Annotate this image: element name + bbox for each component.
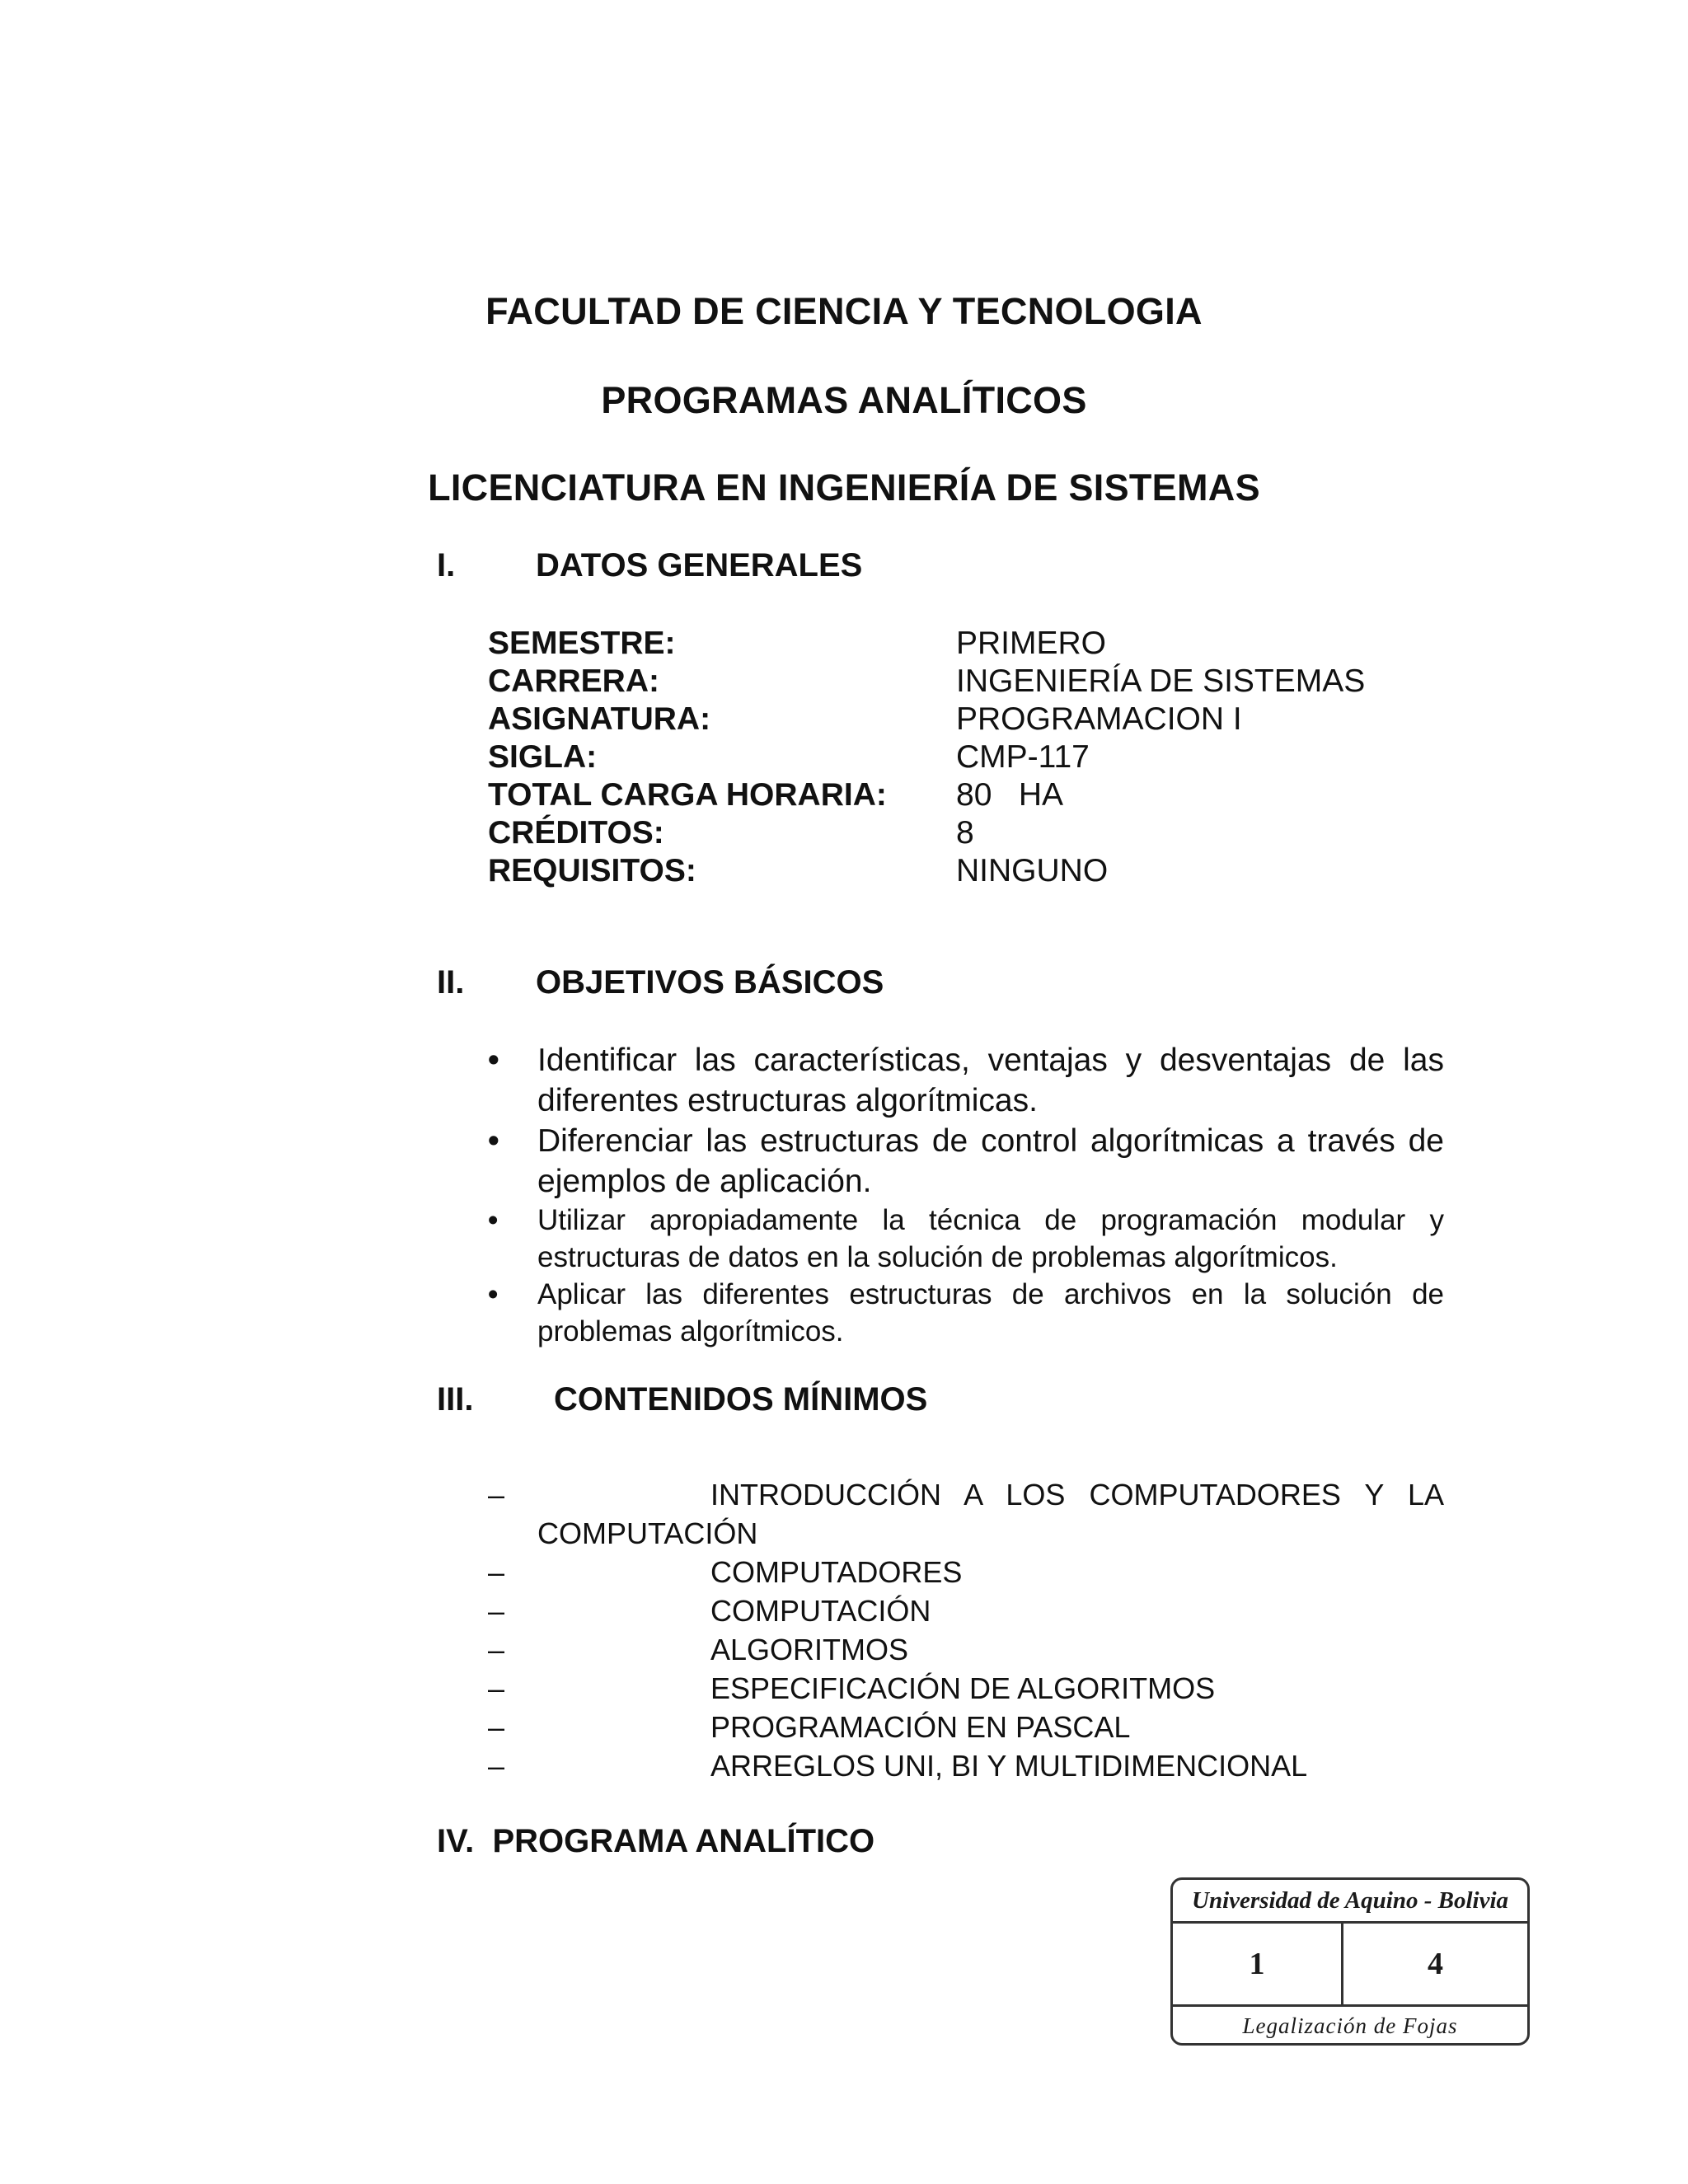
section-datos-heading: DATOS GENERALES <box>536 547 863 583</box>
datos-value: CMP-117 <box>956 739 1090 775</box>
contenidos-list <box>488 1475 1444 1785</box>
datos-label: SIGLA: <box>488 739 598 775</box>
list-item <box>488 1475 1444 1553</box>
objetivo-text: Identificar las características, ventajas y desventajas de las diferentes estructuras algorítmicas. <box>537 1043 1444 1118</box>
objetivos-list <box>488 1040 1444 1350</box>
objetivo-text: Aplicar las diferentes estructuras de archivos en la solución de problemas algorítmicos. <box>537 1278 1444 1347</box>
contenido-text: PROGRAMACIÓN EN PASCAL <box>710 1710 1131 1744</box>
contenido-text: COMPUTACIÓN <box>710 1594 931 1628</box>
contenido-text: ESPECIFICACIÓN DE ALGORITMOS <box>710 1671 1216 1705</box>
section-datos-number: I. <box>437 547 456 583</box>
datos-label: TOTAL CARGA HORARIA: <box>488 777 887 813</box>
bullet-icon: • <box>488 1043 499 1078</box>
datos-row <box>488 663 1477 701</box>
list-item <box>488 1669 1444 1708</box>
list-item <box>488 1121 1444 1202</box>
stamp-university: Universidad de Aquino - Bolivia <box>1173 1880 1527 1924</box>
objetivo-text: Utilizar apropiadamente la técnica de programación modular y estructuras de datos en la solución de problemas algorítmicos. <box>537 1204 1444 1273</box>
legalization-stamp <box>1170 1877 1530 2046</box>
list-item <box>488 1630 1444 1669</box>
datos-row <box>488 738 1477 776</box>
list-item <box>488 1591 1444 1630</box>
dash-marker: – <box>488 1555 505 1589</box>
datos-value: PROGRAMACION I <box>956 701 1242 737</box>
degree-title: LICENCIATURA EN INGENIERÍA DE SISTEMAS <box>428 466 1260 509</box>
datos-value: NINGUNO <box>956 853 1109 888</box>
datos-value: 8 <box>956 815 974 851</box>
datos-label: SEMESTRE: <box>488 626 676 661</box>
list-item <box>488 1746 1444 1785</box>
dash-marker: – <box>488 1594 505 1628</box>
bullet-icon: • <box>488 1278 499 1310</box>
datos-value: 80 HA <box>956 777 1064 813</box>
datos-value: PRIMERO <box>956 626 1107 661</box>
datos-row <box>488 814 1477 852</box>
datos-row <box>488 701 1477 738</box>
contenido-text: INTRODUCCIÓN A LOS COMPUTADORES Y LA <box>710 1478 1444 1511</box>
list-item <box>488 1553 1444 1591</box>
datos-label: ASIGNATURA: <box>488 701 711 737</box>
section-contenidos-heading: CONTENIDOS MÍNIMOS <box>554 1381 928 1418</box>
bullet-icon: • <box>488 1123 499 1159</box>
list-item <box>488 1708 1444 1746</box>
datos-row <box>488 776 1477 814</box>
section-objetivos-number: II. <box>437 964 465 1001</box>
datos-row <box>488 852 1477 890</box>
section-programa-heading: IV. PROGRAMA ANALÍTICO <box>437 1823 875 1859</box>
stamp-page-total: 4 <box>1428 1947 1443 1981</box>
bullet-icon: • <box>488 1204 499 1236</box>
contenido-text-continued: COMPUTACIÓN <box>537 1516 758 1550</box>
datos-label: REQUISITOS: <box>488 853 696 888</box>
list-item <box>488 1040 1444 1121</box>
datos-row <box>488 625 1477 663</box>
list-item <box>488 1202 1444 1276</box>
datos-generales-table <box>488 625 1477 890</box>
section-contenidos-number: III. <box>437 1381 474 1418</box>
datos-label: CARRERA: <box>488 663 659 699</box>
stamp-caption: Legalización de Fojas <box>1173 2004 1527 2046</box>
faculty-title: FACULTAD DE CIENCIA Y TECNOLOGIA <box>485 290 1203 332</box>
datos-label: CRÉDITOS: <box>488 815 664 851</box>
dash-marker: – <box>488 1749 505 1783</box>
datos-value: INGENIERÍA DE SISTEMAS <box>956 663 1366 699</box>
dash-marker: – <box>488 1633 505 1666</box>
programs-title: PROGRAMAS ANALÍTICOS <box>601 379 1087 421</box>
contenido-text: ARREGLOS UNI, BI Y MULTIDIMENCIONAL <box>710 1749 1308 1783</box>
dash-marker: – <box>488 1478 505 1511</box>
contenido-text: ALGORITMOS <box>710 1633 909 1666</box>
contenido-text: COMPUTADORES <box>710 1555 963 1589</box>
list-item <box>488 1276 1444 1350</box>
dash-marker: – <box>488 1671 505 1705</box>
stamp-page-number: 1 <box>1173 1924 1343 2004</box>
dash-marker: – <box>488 1710 505 1744</box>
section-objetivos-heading: OBJETIVOS BÁSICOS <box>536 964 884 1001</box>
objetivo-text: Diferenciar las estructuras de control algorítmicas a través de ejemplos de aplicación. <box>537 1123 1444 1199</box>
